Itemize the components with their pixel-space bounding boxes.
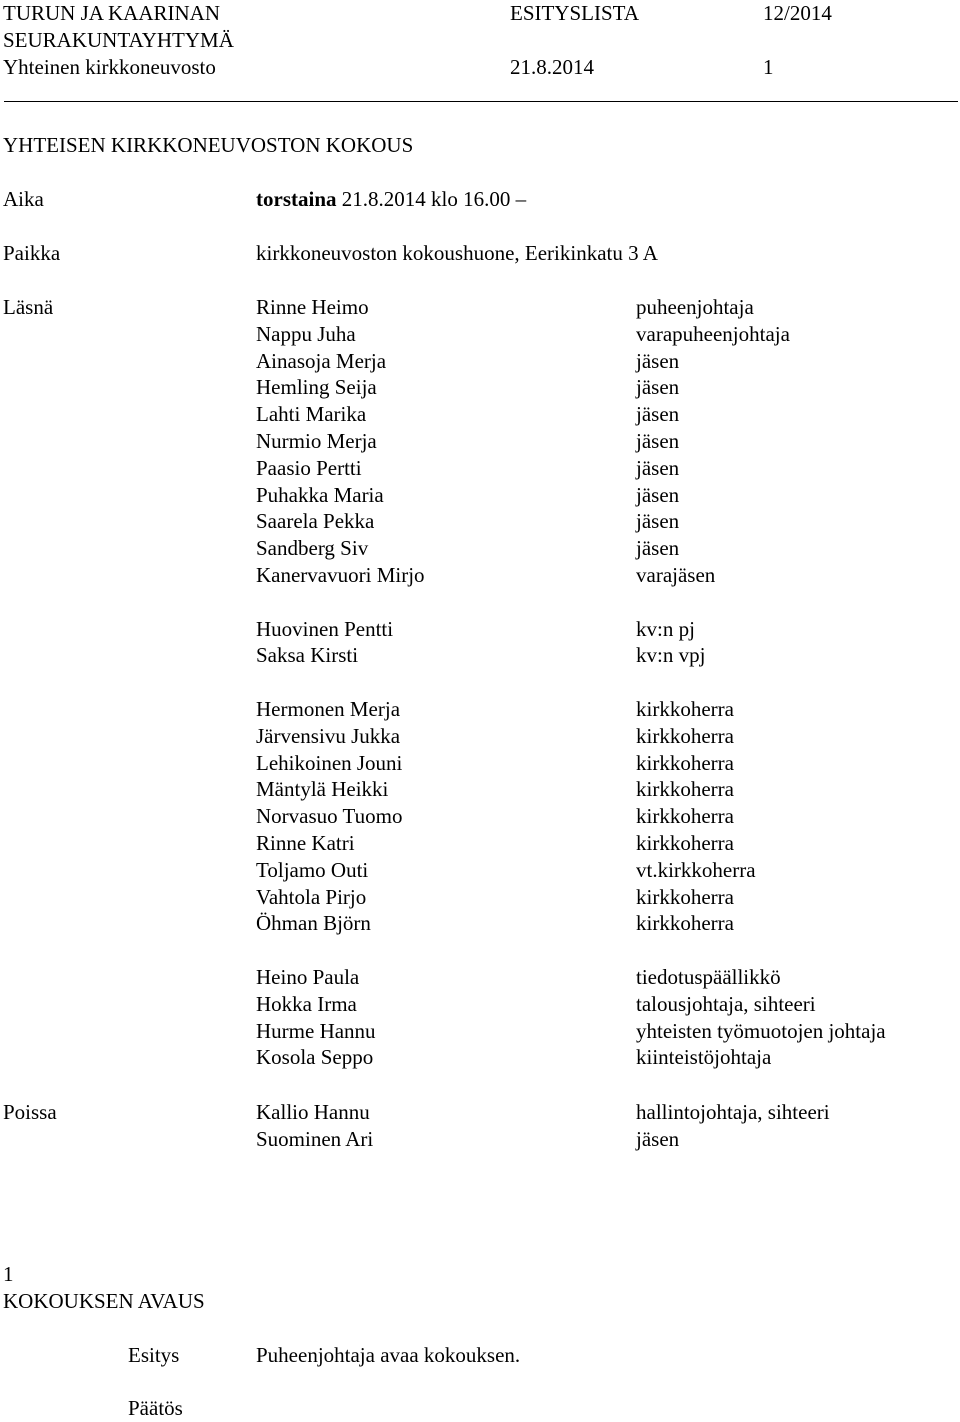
member-role: jäsen bbox=[636, 455, 680, 480]
member-name: Hokka Irma bbox=[256, 991, 357, 1016]
member-role: kiinteistöjohtaja bbox=[636, 1045, 772, 1070]
time-datetime: 21.8.2014 klo 16.00 – bbox=[336, 187, 527, 211]
member-name: Puhakka Maria bbox=[256, 482, 384, 507]
member-role: jäsen bbox=[636, 375, 680, 400]
member-role: jäsen bbox=[636, 429, 680, 453]
member-role: kirkkoherra bbox=[636, 804, 734, 829]
member-role: varapuheenjohtaja bbox=[636, 321, 790, 346]
member-role: jäsen bbox=[636, 348, 680, 373]
member-name: Saksa Kirsti bbox=[256, 643, 359, 668]
member-name: Mäntylä Heikki bbox=[256, 777, 389, 802]
time-label: Aika bbox=[3, 187, 44, 211]
member-role: vt.kirkkoherra bbox=[636, 857, 756, 882]
body-name: Yhteinen kirkkoneuvosto bbox=[3, 55, 216, 79]
member-role: hallintojohtaja, sihteeri bbox=[636, 1100, 830, 1124]
member-name: Paasio Pertti bbox=[256, 455, 362, 480]
member-name: Toljamo Outi bbox=[256, 857, 369, 882]
member-name: Hermonen Merja bbox=[256, 697, 401, 721]
member-role: kirkkoherra bbox=[636, 911, 734, 936]
doc-date: 21.8.2014 bbox=[510, 55, 594, 79]
page-number: 1 bbox=[763, 55, 774, 79]
proposal-text: Puheenjohtaja avaa kokouksen. bbox=[256, 1343, 521, 1367]
doc-type: ESITYSLISTA bbox=[510, 1, 639, 25]
member-role: jäsen bbox=[636, 536, 680, 561]
section-title: KOKOUKSEN AVAUS bbox=[3, 1289, 205, 1313]
member-role: jäsen bbox=[636, 402, 680, 427]
member-name: Rinne Katri bbox=[256, 831, 355, 855]
member-role: tiedotuspäällikkö bbox=[636, 965, 781, 989]
member-role: talousjohtaja, sihteeri bbox=[636, 991, 816, 1016]
member-role: yhteisten työmuotojen johtaja bbox=[636, 1018, 886, 1043]
member-name: Kosola Seppo bbox=[256, 1045, 374, 1070]
member-name: Ainasoja Merja bbox=[256, 348, 387, 373]
member-name: Öhman Björn bbox=[256, 911, 371, 936]
member-role: jäsen bbox=[636, 509, 680, 534]
section-number: 1 bbox=[3, 1262, 14, 1286]
proposal-label: Esitys bbox=[128, 1343, 180, 1367]
member-name: Suominen Ari bbox=[256, 1126, 374, 1151]
absent-label: Poissa bbox=[3, 1100, 57, 1124]
member-role: kirkkoherra bbox=[636, 697, 734, 721]
member-name: Rinne Heimo bbox=[256, 295, 369, 319]
header-divider bbox=[4, 101, 958, 102]
member-name: Nappu Juha bbox=[256, 321, 356, 346]
place-label: Paikka bbox=[3, 241, 61, 265]
member-name: Lehikoinen Jouni bbox=[256, 750, 403, 775]
org-name-line2: SEURAKUNTAYHTYMÄ bbox=[3, 28, 234, 52]
member-role: jäsen bbox=[636, 482, 680, 507]
member-name: Nurmio Merja bbox=[256, 429, 377, 453]
member-role: kirkkoherra bbox=[636, 750, 734, 775]
member-name: Lahti Marika bbox=[256, 402, 367, 427]
member-role: varajäsen bbox=[636, 563, 716, 587]
doc-number: 12/2014 bbox=[763, 1, 832, 25]
member-role: jäsen bbox=[636, 1126, 680, 1151]
member-name: Saarela Pekka bbox=[256, 509, 375, 534]
member-role: kirkkoherra bbox=[636, 777, 734, 802]
member-name: Kanervavuori Mirjo bbox=[256, 563, 425, 587]
member-role: kirkkoherra bbox=[636, 831, 734, 855]
member-name: Sandberg Siv bbox=[256, 536, 369, 561]
time-weekday: torstaina bbox=[256, 187, 337, 211]
place-value: kirkkoneuvoston kokoushuone, Eerikinkatu 3 A bbox=[256, 241, 658, 265]
member-role: kv:n vpj bbox=[636, 643, 706, 668]
member-role: kirkkoherra bbox=[636, 723, 734, 748]
member-role: kv:n pj bbox=[636, 616, 695, 641]
org-name-line1: TURUN JA KAARINAN bbox=[3, 1, 221, 25]
member-name: Vahtola Pirjo bbox=[256, 884, 367, 909]
present-label: Läsnä bbox=[3, 295, 54, 319]
decision-label: Päätös bbox=[128, 1396, 183, 1420]
member-name: Hemling Seija bbox=[256, 375, 377, 400]
meeting-title: YHTEISEN KIRKKONEUVOSTON KOKOUS bbox=[3, 133, 414, 157]
member-role: puheenjohtaja bbox=[636, 295, 754, 319]
member-name: Hurme Hannu bbox=[256, 1018, 376, 1043]
member-name: Kallio Hannu bbox=[256, 1100, 370, 1124]
time-value bbox=[256, 186, 526, 213]
member-name: Järvensivu Jukka bbox=[256, 723, 401, 748]
member-role: kirkkoherra bbox=[636, 884, 734, 909]
member-name: Heino Paula bbox=[256, 965, 360, 989]
member-name: Norvasuo Tuomo bbox=[256, 804, 403, 829]
member-name: Huovinen Pentti bbox=[256, 616, 394, 641]
